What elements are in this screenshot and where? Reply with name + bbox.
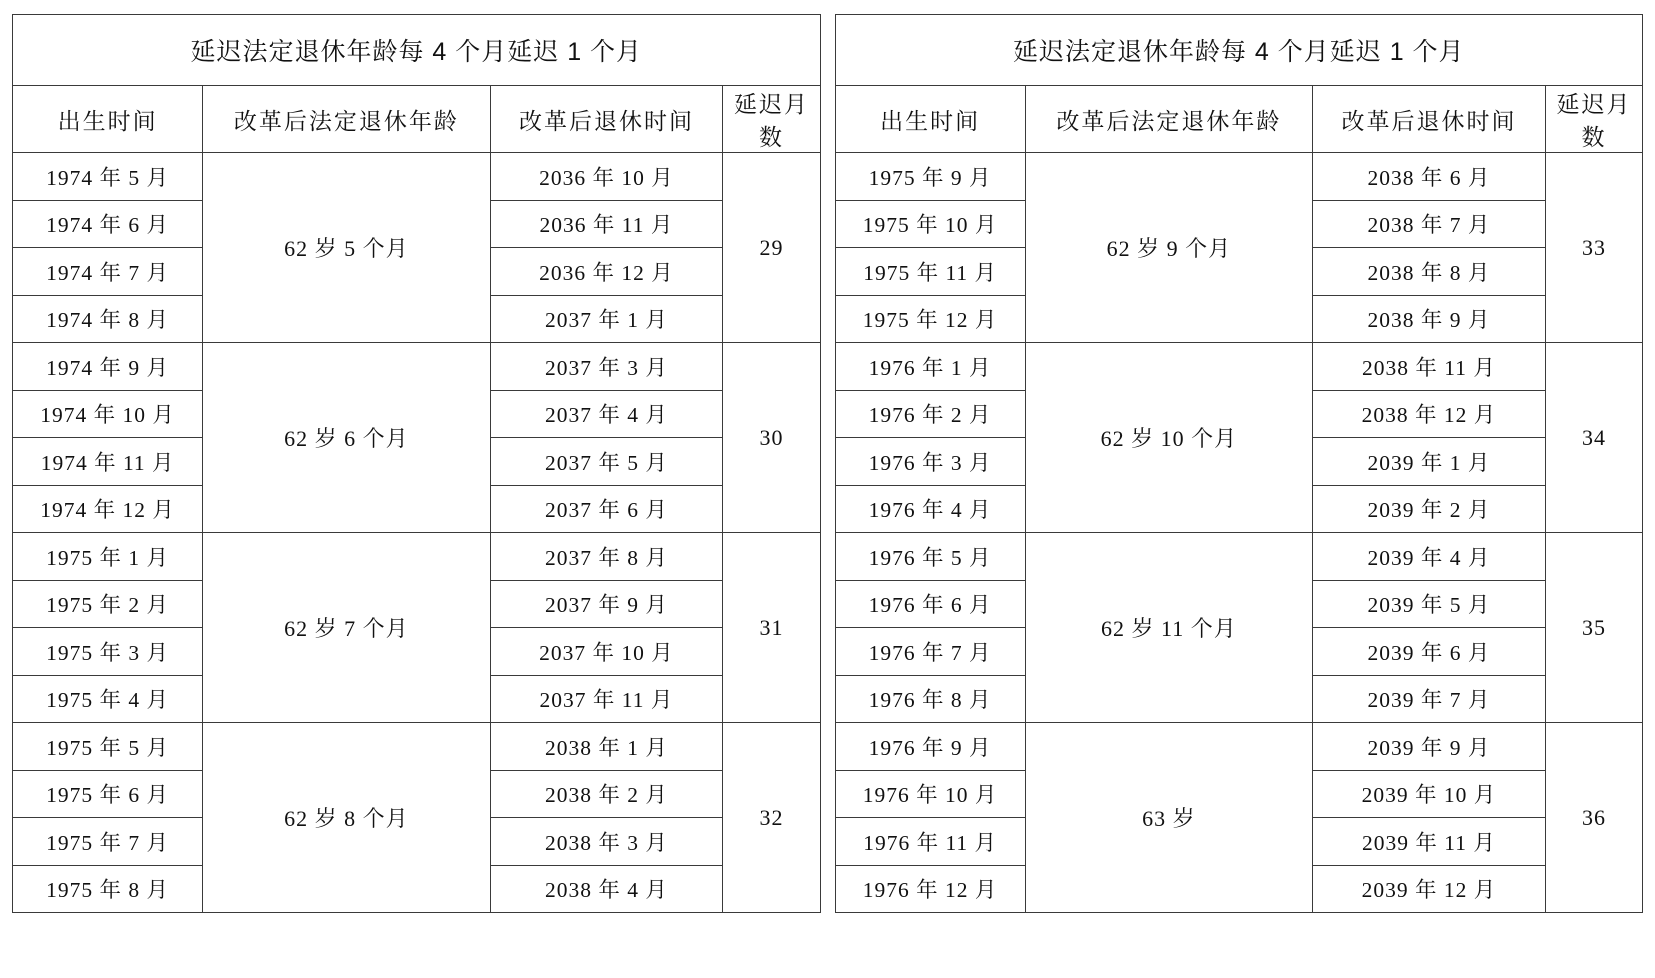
cell-retirement-age: 62 岁 5 个月 [203,153,490,343]
cell-birth-date: 1974 年 6 月 [13,200,203,248]
cell-birth-date: 1975 年 1 月 [13,533,203,581]
table-header-row [13,86,821,153]
cell-birth-date: 1975 年 6 月 [13,770,203,818]
cell-retirement-time: 2039 年 11 月 [1313,818,1546,866]
right-table-title: 延迟法定退休年龄每 4 个月延迟 1 个月 [835,15,1643,86]
cell-delay-months: 34 [1545,343,1642,533]
table-row [13,723,821,771]
table-title-row [835,15,1643,86]
cell-birth-date: 1975 年 3 月 [13,628,203,676]
cell-birth-date: 1975 年 5 月 [13,723,203,771]
left-table-title: 延迟法定退休年龄每 4 个月延迟 1 个月 [13,15,821,86]
cell-birth-date: 1976 年 10 月 [835,770,1025,818]
cell-delay-months: 35 [1545,533,1642,723]
header-retirement-age: 改革后法定退休年龄 [1025,86,1312,153]
cell-birth-date: 1976 年 9 月 [835,723,1025,771]
cell-birth-date: 1975 年 12 月 [835,295,1025,343]
cell-retirement-time: 2038 年 7 月 [1313,200,1546,248]
cell-retirement-time: 2038 年 6 月 [1313,153,1546,201]
header-retirement-age: 改革后法定退休年龄 [203,86,490,153]
table-row [835,153,1643,201]
right-table-panel [835,14,1644,913]
cell-birth-date: 1976 年 12 月 [835,865,1025,913]
cell-birth-date: 1976 年 1 月 [835,343,1025,391]
cell-retirement-age: 63 岁 [1025,723,1312,913]
cell-birth-date: 1975 年 10 月 [835,200,1025,248]
cell-birth-date: 1975 年 11 月 [835,248,1025,296]
cell-retirement-age: 62 岁 8 个月 [203,723,490,913]
cell-birth-date: 1974 年 11 月 [13,438,203,486]
cell-delay-months: 30 [723,343,820,533]
header-retirement-time: 改革后退休时间 [1313,86,1546,153]
cell-retirement-time: 2036 年 12 月 [490,248,723,296]
cell-retirement-time: 2039 年 1 月 [1313,438,1546,486]
cell-birth-date: 1976 年 6 月 [835,580,1025,628]
header-retirement-time: 改革后退休时间 [490,86,723,153]
cell-birth-date: 1974 年 9 月 [13,343,203,391]
cell-birth-date: 1976 年 11 月 [835,818,1025,866]
cell-retirement-time: 2039 年 9 月 [1313,723,1546,771]
cell-retirement-time: 2037 年 5 月 [490,438,723,486]
cell-retirement-time: 2039 年 7 月 [1313,675,1546,723]
cell-birth-date: 1975 年 9 月 [835,153,1025,201]
cell-retirement-time: 2038 年 2 月 [490,770,723,818]
cell-birth-date: 1976 年 2 月 [835,390,1025,438]
cell-birth-date: 1975 年 4 月 [13,675,203,723]
cell-birth-date: 1974 年 12 月 [13,485,203,533]
cell-birth-date: 1974 年 7 月 [13,248,203,296]
cell-birth-date: 1976 年 5 月 [835,533,1025,581]
cell-retirement-age: 62 岁 7 个月 [203,533,490,723]
cell-birth-date: 1974 年 8 月 [13,295,203,343]
cell-retirement-time: 2038 年 4 月 [490,865,723,913]
cell-retirement-time: 2039 年 12 月 [1313,865,1546,913]
cell-birth-date: 1976 年 4 月 [835,485,1025,533]
cell-delay-months: 32 [723,723,820,913]
cell-retirement-time: 2037 年 1 月 [490,295,723,343]
cell-retirement-time: 2038 年 9 月 [1313,295,1546,343]
cell-delay-months: 29 [723,153,820,343]
cell-retirement-time: 2037 年 4 月 [490,390,723,438]
cell-birth-date: 1974 年 10 月 [13,390,203,438]
table-row [835,723,1643,771]
cell-retirement-time: 2037 年 11 月 [490,675,723,723]
cell-birth-date: 1974 年 5 月 [13,153,203,201]
cell-birth-date: 1976 年 3 月 [835,438,1025,486]
cell-retirement-time: 2037 年 8 月 [490,533,723,581]
cell-retirement-time: 2038 年 8 月 [1313,248,1546,296]
cell-retirement-age: 62 岁 9 个月 [1025,153,1312,343]
table-row [13,153,821,201]
left-table-panel [12,14,821,913]
cell-birth-date: 1976 年 8 月 [835,675,1025,723]
cell-retirement-time: 2037 年 6 月 [490,485,723,533]
cell-retirement-time: 2039 年 6 月 [1313,628,1546,676]
table-header-row [835,86,1643,153]
cell-retirement-time: 2037 年 9 月 [490,580,723,628]
cell-retirement-age: 62 岁 11 个月 [1025,533,1312,723]
cell-birth-date: 1975 年 8 月 [13,865,203,913]
cell-retirement-time: 2039 年 4 月 [1313,533,1546,581]
cell-retirement-age: 62 岁 6 个月 [203,343,490,533]
left-retirement-table [12,14,821,913]
cell-retirement-time: 2036 年 11 月 [490,200,723,248]
cell-birth-date: 1975 年 2 月 [13,580,203,628]
cell-retirement-time: 2038 年 3 月 [490,818,723,866]
cell-delay-months: 33 [1545,153,1642,343]
header-delay-months: 延迟月数 [723,86,820,153]
cell-retirement-age: 62 岁 10 个月 [1025,343,1312,533]
cell-retirement-time: 2037 年 10 月 [490,628,723,676]
table-row [835,343,1643,391]
cell-birth-date: 1976 年 7 月 [835,628,1025,676]
cell-retirement-time: 2038 年 11 月 [1313,343,1546,391]
right-retirement-table [835,14,1644,913]
cell-retirement-time: 2038 年 1 月 [490,723,723,771]
table-row [13,343,821,391]
table-title-row [13,15,821,86]
table-row [835,533,1643,581]
table-row [13,533,821,581]
header-delay-months: 延迟月数 [1545,86,1642,153]
header-birth-date: 出生时间 [13,86,203,153]
cell-birth-date: 1975 年 7 月 [13,818,203,866]
cell-retirement-time: 2039 年 2 月 [1313,485,1546,533]
cell-delay-months: 31 [723,533,820,723]
cell-delay-months: 36 [1545,723,1642,913]
cell-retirement-time: 2038 年 12 月 [1313,390,1546,438]
header-birth-date: 出生时间 [835,86,1025,153]
cell-retirement-time: 2037 年 3 月 [490,343,723,391]
cell-retirement-time: 2036 年 10 月 [490,153,723,201]
cell-retirement-time: 2039 年 5 月 [1313,580,1546,628]
cell-retirement-time: 2039 年 10 月 [1313,770,1546,818]
